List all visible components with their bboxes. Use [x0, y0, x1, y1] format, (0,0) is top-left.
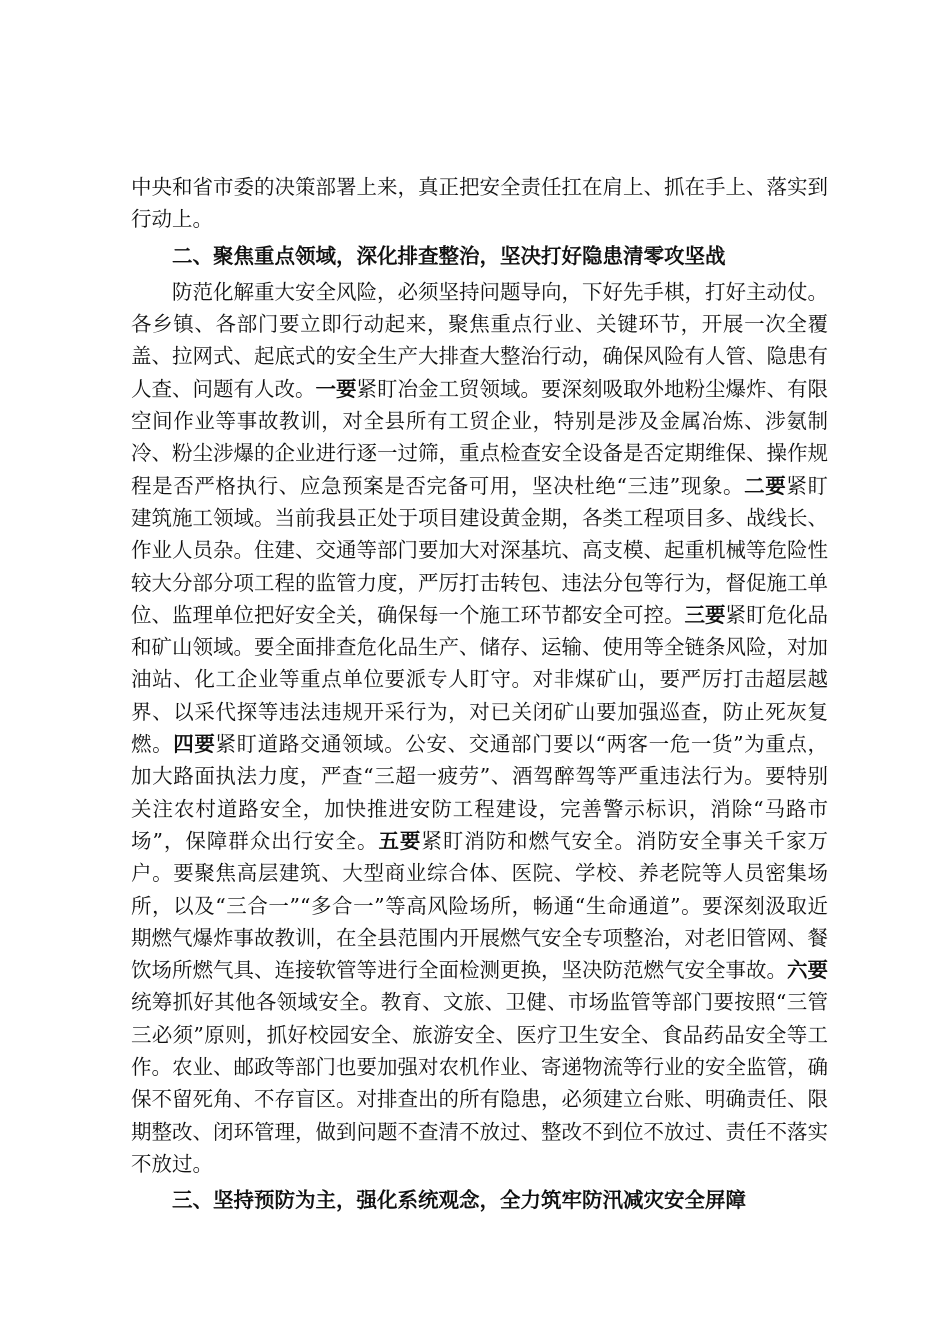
continuation-paragraph: 中央和省市委的决策部署上来，真正把安全责任扛在肩上、抓在手上、落实到行动上。 [131, 175, 828, 232]
item-3-lead: 三要 [684, 602, 726, 627]
section-2-paragraph [131, 276, 828, 1180]
item-5-lead: 五要 [378, 828, 422, 853]
item-6-lead: 六要 [787, 958, 828, 983]
item-4-text: 紧盯道路交通领域。公安、交通部门要以“两客一危一货”为重点，加大路面执法力度，严查“三超一疲劳”、酒驾醉驾等严重违法行为。要特别关注农村道路安全，加快推进安防工程建设，完善警示标识，消除“马路市场”，保障群众出行安全。 [131, 732, 828, 853]
item-2-lead: 二要 [744, 473, 787, 498]
item-5-text: 紧盯消防和燃气安全。消防安全事关千家万户。要聚焦高层建筑、大型商业综合体、医院、学校、养老院等人员密集场所，以及“三合一”“多合一”等高风险场所，畅通“生命通道”。要深刻汲取近期燃气爆炸事故教训，在全县范围内开展燃气安全专项整治，对老旧管网、餐饮场所燃气具、连接软管等进行全面检测更换，坚决防范燃气安全事故。 [131, 828, 829, 983]
item-1-text: 紧盯冶金工贸领域。要深刻吸取外地粉尘爆炸、有限空间作业等事故教训，对全县所有工贸企业，特别是涉及金属冶炼、涉氨制冷、粉尘涉爆的企业进行逐一过筛，重点检查安全设备是否定期维保、操作规程是否严格执行、应急预案是否完备可用，坚决杜绝“三违”现象。 [131, 376, 828, 498]
section-2-intro: 防范化解重大安全风险，必须坚持问题导向，下好先手棋，打好主动仗。各乡镇、各部门要立即行动起来，聚焦重点行业、关键环节，开展一次全覆盖、拉网式、起底式的安全生产大排查大整治行动，确保风险有人管、隐患有人查、问题有人改。 [131, 279, 828, 401]
section-3-heading: 三、坚持预防为主，强化系统观念，全力筑牢防汛减灾安全屏障 [172, 1188, 746, 1213]
document-body [131, 171, 828, 1221]
section-2-heading: 二、聚焦重点领域，深化排查整治，坚决打好隐患清零攻坚战 [172, 243, 726, 268]
item-6-text: 统筹抓好其他各领域安全。教育、文旅、卫健、市场监管等部门要按照“三管三必须”原则，抓好校园安全、旅游安全、医疗卫生安全、食品药品安全等工作。农业、邮政等部门也要加强对农机作业、寄递物流等行业的安全监管，确保不留死角、不存盲区。对排查出的所有隐患，必须建立台账、明确责任、限期整改、闭环管理，做到问题不查清不放过、整改不到位不放过、责任不落实不放过。 [131, 990, 828, 1176]
item-3-text: 紧盯危化品和矿山领域。要全面排查危化品生产、储存、运输、使用等全链条风险，对加油站、化工企业等重点单位要派专人盯守。对非煤矿山，要严厉打击超层越界、以采代探等违法违规开采行为，对已关闭矿山要加强巡查，防止死灰复燃。 [131, 602, 828, 757]
item-1-lead: 一要 [315, 376, 357, 401]
item-2-text: 紧盯建筑施工领域。当前我县正处于项目建设黄金期，各类工程项目多、战线长、作业人员杂。住建、交通等部门要加大对深基坑、高支模、起重机械等危险性较大分部分项工程的监管力度，严厉打击转包、违法分包等行为，督促施工单位、监理单位把好安全关，确保每一个施工环节都安全可控。 [131, 473, 828, 627]
item-4-lead: 四要 [173, 732, 216, 757]
